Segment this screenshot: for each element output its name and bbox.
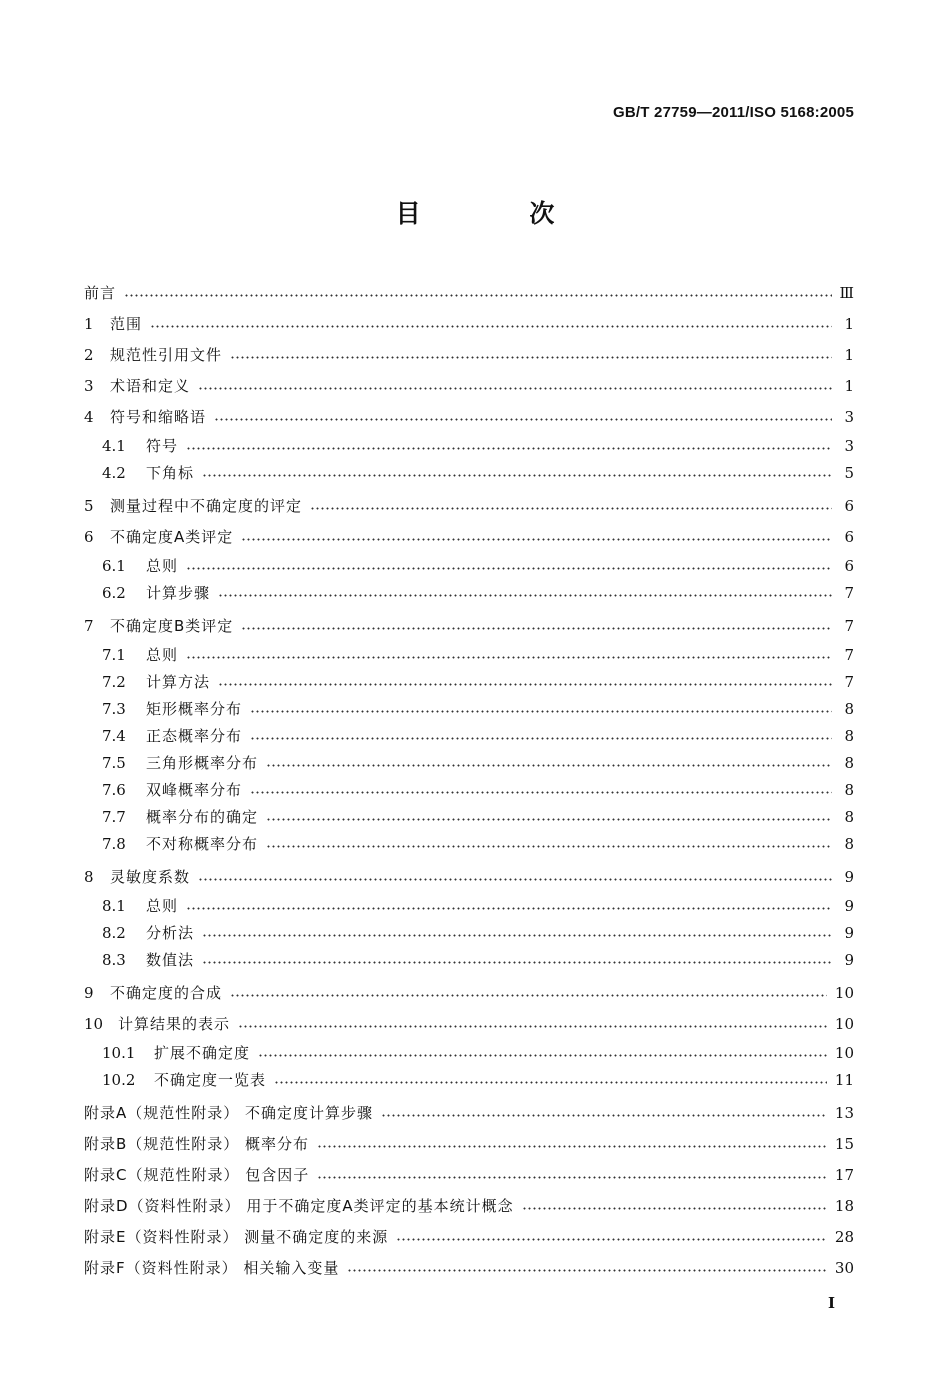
toc-number: 9 (84, 984, 94, 1002)
toc-label: 下角标 (146, 464, 195, 482)
toc-leader (396, 1238, 827, 1241)
toc-entry-annex[interactable] (84, 1129, 854, 1160)
toc-number: 7.1 (102, 646, 126, 664)
toc-number: 7.6 (102, 781, 126, 799)
toc-number: 1 (84, 315, 94, 333)
toc-number: 6 (84, 528, 94, 546)
toc-page: 7 (844, 646, 854, 664)
toc-label: 术语和定义 (110, 377, 191, 395)
toc-page: 8 (844, 700, 854, 718)
toc-leader (347, 1269, 827, 1272)
toc-entry[interactable] (84, 978, 854, 1009)
toc-number: 8.1 (102, 897, 126, 915)
toc-number: 4 (84, 408, 94, 426)
toc-entry[interactable] (84, 1009, 854, 1040)
toc-page: 15 (834, 1135, 854, 1153)
toc-number: 8.2 (102, 924, 126, 942)
toc-page: 7 (844, 584, 854, 602)
toc-label: 计算方法 (146, 673, 211, 691)
toc-entry[interactable] (84, 309, 854, 340)
toc-page: 8 (844, 808, 854, 826)
toc-number: 4.2 (102, 464, 126, 482)
toc-entry-annex[interactable] (84, 1160, 854, 1191)
toc-subentry[interactable] (84, 696, 854, 723)
toc-leader (238, 1025, 827, 1028)
toc-entry[interactable] (84, 340, 854, 371)
toc-label: 范围 (110, 315, 143, 333)
toc-subentry[interactable] (84, 433, 854, 460)
toc-page: 6 (844, 497, 854, 515)
toc-label: 附录A（规范性附录） 不确定度计算步骤 (84, 1104, 374, 1122)
toc-label: 附录D（资料性附录） 用于不确定度A类评定的基本统计概念 (84, 1197, 514, 1215)
toc-subentry[interactable] (84, 750, 854, 777)
toc-number: 7 (84, 617, 94, 635)
toc-subentry[interactable] (84, 553, 854, 580)
toc-number: 6.2 (102, 584, 126, 602)
toc-label: 不确定度B类评定 (110, 617, 234, 635)
toc-number: 2 (84, 346, 94, 364)
toc-number: 10.1 (102, 1044, 136, 1062)
standard-number: GB/T 27759—2011/ISO 5168:2005 (613, 104, 854, 121)
toc-page: 30 (834, 1259, 854, 1277)
toc-label: 三角形概率分布 (146, 754, 259, 772)
toc-entry[interactable] (84, 491, 854, 522)
toc-number: 7.7 (102, 808, 126, 826)
toc-page: 7 (844, 617, 854, 635)
toc-leader (266, 818, 832, 821)
toc-leader (310, 507, 832, 510)
toc-page: 11 (834, 1071, 854, 1089)
toc-number: 7.5 (102, 754, 126, 772)
toc-label: 分析法 (146, 924, 195, 942)
toc-subentry[interactable] (84, 1067, 854, 1094)
toc-leader (250, 737, 832, 740)
toc-page: 6 (844, 528, 854, 546)
toc-leader (186, 907, 832, 910)
toc-leader (198, 387, 832, 390)
toc-label: 规范性引用文件 (110, 346, 223, 364)
toc-label: 附录C（规范性附录） 包含因子 (84, 1166, 310, 1184)
toc-label: 计算结果的表示 (118, 1015, 231, 1033)
toc-number: 7.4 (102, 727, 126, 745)
toc-page: 10 (834, 984, 854, 1002)
toc-leader (250, 791, 832, 794)
toc-leader (214, 418, 832, 421)
toc-leader (186, 656, 832, 659)
toc-page: 17 (834, 1166, 854, 1184)
toc-number: 10 (84, 1015, 104, 1033)
toc-leader (124, 294, 832, 297)
toc-label: 概率分布的确定 (146, 808, 259, 826)
toc-leader (241, 538, 832, 541)
toc-leader (266, 764, 832, 767)
toc-page: 9 (844, 951, 854, 969)
toc-entry[interactable] (84, 611, 854, 642)
toc-page: 9 (844, 868, 854, 886)
toc-label: 附录F（资料性附录） 相关输入变量 (84, 1259, 340, 1277)
toc-subentry[interactable] (84, 920, 854, 947)
toc-page: 8 (844, 835, 854, 853)
toc-subentry[interactable] (84, 947, 854, 974)
toc-entry[interactable] (84, 402, 854, 433)
toc-number: 8.3 (102, 951, 126, 969)
toc-label: 灵敏度系数 (110, 868, 191, 886)
toc-subentry[interactable] (84, 893, 854, 920)
toc-page: 9 (844, 897, 854, 915)
toc-leader (258, 1054, 827, 1057)
toc-page: 3 (844, 408, 854, 426)
toc-leader (202, 934, 832, 937)
toc-label: 符号 (146, 437, 179, 455)
toc-label: 总则 (146, 897, 179, 915)
toc-leader (218, 683, 832, 686)
toc-entry-annex[interactable] (84, 1253, 854, 1284)
toc-page: Ⅲ (839, 284, 854, 302)
toc-label: 数值法 (146, 951, 195, 969)
toc-subentry[interactable] (84, 831, 854, 858)
toc-page: 6 (844, 557, 854, 575)
toc-label: 计算步骤 (146, 584, 211, 602)
toc-leader (202, 474, 832, 477)
page-number: I (828, 1294, 836, 1312)
toc-page: 28 (834, 1228, 854, 1246)
toc-number: 7.3 (102, 700, 126, 718)
toc-label: 扩展不确定度 (154, 1044, 251, 1062)
toc-leader (266, 845, 832, 848)
toc-label: 不确定度一览表 (154, 1071, 267, 1089)
toc-number: 3 (84, 377, 94, 395)
toc-leader (250, 710, 832, 713)
toc-leader (230, 994, 827, 997)
toc-leader (522, 1207, 827, 1210)
toc-label: 不确定度A类评定 (110, 528, 234, 546)
toc-page: 8 (844, 781, 854, 799)
toc-label: 不确定度的合成 (110, 984, 223, 1002)
toc-subentry[interactable] (84, 1040, 854, 1067)
toc-page: 1 (844, 315, 854, 333)
toc-subentry[interactable] (84, 777, 854, 804)
toc-entry-annex[interactable] (84, 1098, 854, 1129)
toc-page: 18 (834, 1197, 854, 1215)
toc-entry-annex[interactable] (84, 1222, 854, 1253)
toc-subentry[interactable] (84, 669, 854, 696)
toc-label: 符号和缩略语 (110, 408, 207, 426)
toc-leader (317, 1176, 827, 1179)
toc-page: 3 (844, 437, 854, 455)
toc-label: 附录E（资料性附录） 测量不确定度的来源 (84, 1228, 389, 1246)
toc-page: 10 (834, 1015, 854, 1033)
toc-number: 4.1 (102, 437, 126, 455)
toc-page: 1 (844, 346, 854, 364)
toc-number: 10.2 (102, 1071, 136, 1089)
toc-page: 1 (844, 377, 854, 395)
toc-leader (198, 878, 832, 881)
toc-number: 8 (84, 868, 94, 886)
toc-page: 10 (834, 1044, 854, 1062)
toc-label: 正态概率分布 (146, 727, 243, 745)
toc-page: 8 (844, 727, 854, 745)
toc-number: 6.1 (102, 557, 126, 575)
toc-number: 7.2 (102, 673, 126, 691)
toc-page: 5 (844, 464, 854, 482)
toc-entry[interactable] (84, 371, 854, 402)
toc-label: 附录B（规范性附录） 概率分布 (84, 1135, 310, 1153)
toc-leader (150, 325, 832, 328)
toc-leader (186, 567, 832, 570)
toc-leader (241, 627, 832, 630)
toc-entry[interactable] (84, 862, 854, 893)
page-title: 目 次 (395, 199, 605, 228)
toc-subentry[interactable] (84, 460, 854, 487)
toc-number: 5 (84, 497, 94, 515)
table-of-contents (84, 278, 854, 1284)
toc-label: 矩形概率分布 (146, 700, 243, 718)
toc-entry[interactable] (84, 522, 854, 553)
toc-subentry[interactable] (84, 804, 854, 831)
toc-leader (230, 356, 832, 359)
toc-leader (186, 447, 832, 450)
toc-label: 测量过程中不确定度的评定 (110, 497, 303, 515)
toc-subentry[interactable] (84, 580, 854, 607)
toc-leader (202, 961, 832, 964)
toc-page: 8 (844, 754, 854, 772)
toc-label: 前言 (84, 284, 117, 302)
toc-leader (274, 1081, 827, 1084)
toc-subentry[interactable] (84, 723, 854, 750)
toc-leader (381, 1114, 827, 1117)
toc-entry-annex[interactable] (84, 1191, 854, 1222)
toc-page: 13 (834, 1104, 854, 1122)
toc-leader (218, 594, 832, 597)
toc-label: 不对称概率分布 (146, 835, 259, 853)
toc-page: 7 (844, 673, 854, 691)
toc-label: 总则 (146, 646, 179, 664)
toc-leader (317, 1145, 827, 1148)
toc-number: 7.8 (102, 835, 126, 853)
toc-entry-foreword[interactable] (84, 278, 854, 309)
toc-label: 双峰概率分布 (146, 781, 243, 799)
toc-page: 9 (844, 924, 854, 942)
toc-label: 总则 (146, 557, 179, 575)
toc-subentry[interactable] (84, 642, 854, 669)
